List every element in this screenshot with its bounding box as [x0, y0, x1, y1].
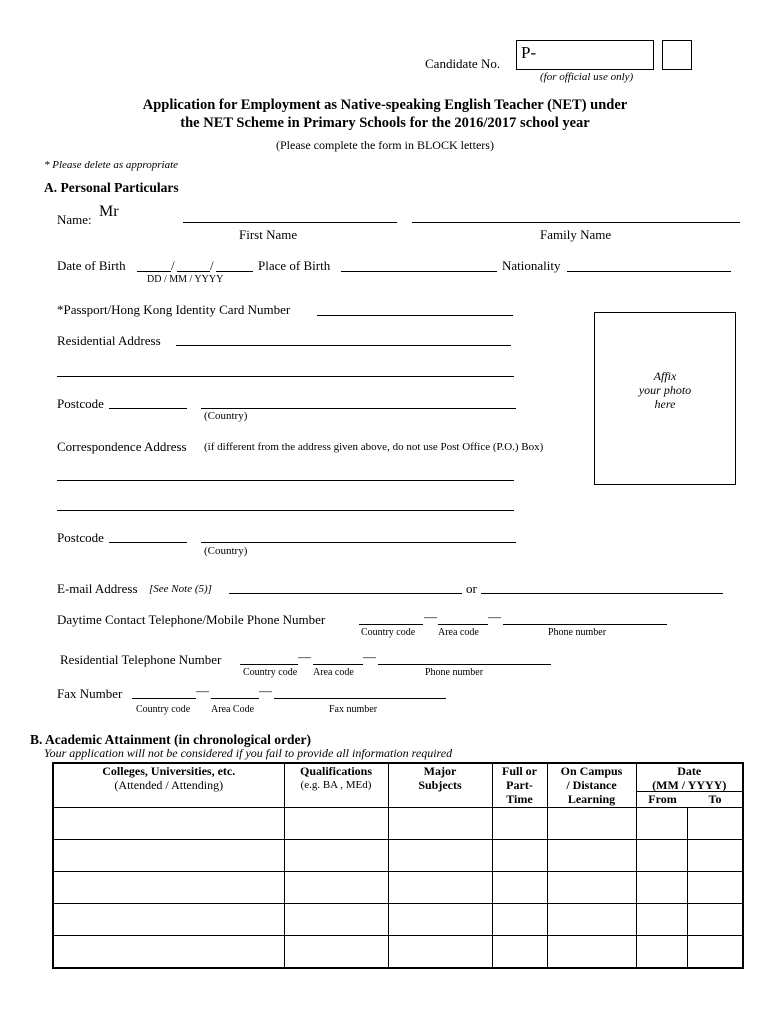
- fax-area-code-hint: Area Code: [211, 704, 255, 715]
- dob-format-hint: DD / MM / YYYY: [147, 274, 224, 285]
- residential-dash-1: —: [298, 649, 311, 664]
- nationality-field[interactable]: [567, 271, 731, 272]
- fax-country-code-field[interactable]: [132, 698, 196, 699]
- correspondence-note: (if different from the address given above, do not use Post Office (P.O.) Box): [204, 441, 544, 453]
- col-on-campus-label: On Campus: [560, 764, 623, 778]
- date-to-label: To: [708, 792, 722, 806]
- family-name-field[interactable]: [412, 222, 740, 223]
- correspondence-address-line2[interactable]: [57, 510, 514, 511]
- candidate-no-field[interactable]: [516, 40, 654, 70]
- col-major-sub: Subjects: [418, 778, 462, 792]
- fax-label: Fax Number: [57, 686, 123, 701]
- passport-label: *Passport/Hong Kong Identity Card Number: [57, 302, 291, 317]
- section-b-warning: Your application will not be considered if you fail to provide all information required: [44, 746, 453, 760]
- residential-phone-number-hint: Phone number: [425, 667, 484, 678]
- daytime-country-code-hint: Country code: [361, 627, 416, 638]
- candidate-no-prefix: P-: [521, 43, 537, 62]
- postcode-label: Postcode: [57, 396, 104, 411]
- col-colleges: [53, 763, 284, 808]
- fax-number-hint: Fax number: [329, 704, 378, 715]
- email-field-1[interactable]: [229, 593, 462, 594]
- daytime-phone-number-field[interactable]: [503, 624, 667, 625]
- delete-note: * Please delete as appropriate: [44, 159, 179, 171]
- family-name-label: Family Name: [540, 227, 612, 242]
- col-time: Time: [506, 792, 533, 806]
- date-from-label: From: [648, 792, 677, 806]
- col-major: [388, 763, 492, 808]
- country-field[interactable]: [201, 408, 516, 409]
- email-label: E-mail Address: [57, 581, 138, 596]
- first-name-label: First Name: [239, 227, 298, 242]
- col-qualifications-sub: (e.g. BA , MEd): [300, 779, 372, 791]
- section-b-heading: B. Academic Attainment (in chronological order): [30, 732, 311, 747]
- email-or-label: or: [466, 581, 477, 596]
- email-note: [See Note (5)]: [149, 583, 212, 595]
- photo-box[interactable]: [594, 312, 736, 485]
- daytime-area-code-field[interactable]: [438, 624, 488, 625]
- photo-text-line3: here: [654, 397, 676, 411]
- section-a-heading: A. Personal Particulars: [44, 180, 179, 195]
- col-full-or: Full or: [502, 764, 537, 778]
- col-qualifications: [284, 763, 388, 808]
- postcode-field[interactable]: [109, 408, 187, 409]
- col-qualifications-label: Qualifications: [299, 764, 372, 778]
- table-row[interactable]: [53, 840, 743, 872]
- daytime-dash-2: —: [488, 609, 501, 624]
- place-of-birth-field[interactable]: [341, 271, 497, 272]
- fax-country-code-hint: Country code: [136, 704, 191, 715]
- dob-year-field[interactable]: [216, 271, 253, 272]
- col-learning: Learning: [567, 792, 616, 806]
- col-part: Part-: [506, 778, 533, 792]
- residential-country-code-hint: Country code: [243, 667, 298, 678]
- photo-text-line2: your photo: [638, 383, 692, 397]
- correspondence-country-label: (Country): [204, 545, 248, 557]
- residential-area-code-field[interactable]: [313, 664, 363, 665]
- col-full-part-time: [492, 763, 547, 808]
- daytime-phone-number-hint: Phone number: [548, 627, 607, 638]
- col-date-format: (MM / YYYY): [652, 778, 727, 792]
- fax-area-code-field[interactable]: [211, 698, 259, 699]
- correspondence-postcode-field[interactable]: [109, 542, 187, 543]
- daytime-phone-label: Daytime Contact Telephone/Mobile Phone Number: [57, 612, 326, 627]
- form-title-line2: the NET Scheme in Primary Schools for the 2016/2017 school year: [180, 115, 590, 131]
- official-use-note: (for official use only): [540, 71, 634, 83]
- name-label: Name:: [57, 212, 92, 227]
- form-title-line1: Application for Employment as Native-speaking English Teacher (NET) under: [142, 97, 628, 113]
- candidate-no-label: Candidate No.: [425, 56, 501, 71]
- residential-address-line2[interactable]: [57, 376, 514, 377]
- col-distance: / Distance: [566, 778, 617, 792]
- residential-country-code-field[interactable]: [240, 664, 298, 665]
- table-row[interactable]: [53, 936, 743, 968]
- col-date-label: Date: [677, 764, 702, 778]
- col-on-campus: [547, 763, 636, 808]
- residential-address-label: Residential Address: [57, 333, 161, 348]
- correspondence-address-line1[interactable]: [57, 480, 514, 481]
- residential-area-code-hint: Area code: [313, 667, 354, 678]
- dob-slash-2: /: [210, 258, 214, 273]
- nationality-label: Nationality: [502, 258, 561, 273]
- email-field-2[interactable]: [481, 593, 723, 594]
- col-colleges-label: Colleges, Universities, etc.: [102, 764, 236, 778]
- dob-label: Date of Birth: [57, 258, 126, 273]
- col-major-label: Major: [423, 764, 457, 778]
- correspondence-address-label: Correspondence Address: [57, 439, 187, 454]
- dob-month-field[interactable]: [177, 271, 210, 272]
- residential-dash-2: —: [363, 649, 376, 664]
- name-title-value: Mr: [99, 203, 119, 220]
- date-header-rule: [636, 791, 742, 792]
- block-letters-instruction: (Please complete the form in BLOCK letters): [276, 138, 494, 152]
- date-header-divider: [636, 792, 637, 806]
- place-of-birth-label: Place of Birth: [258, 258, 331, 273]
- dob-day-field[interactable]: [137, 271, 171, 272]
- photo-text-line1: Affix: [653, 369, 677, 383]
- first-name-field[interactable]: [183, 222, 397, 223]
- col-colleges-sub: (Attended / Attending): [114, 778, 224, 792]
- fax-number-field[interactable]: [274, 698, 446, 699]
- daytime-country-code-field[interactable]: [359, 624, 423, 625]
- residential-phone-label: Residential Telephone Number: [60, 652, 222, 667]
- correspondence-postcode-label: Postcode: [57, 530, 104, 545]
- passport-field[interactable]: [317, 315, 513, 316]
- residential-address-line1[interactable]: [176, 345, 511, 346]
- candidate-check-box[interactable]: [662, 40, 692, 70]
- residential-phone-number-field[interactable]: [378, 664, 551, 665]
- table-row[interactable]: [53, 872, 743, 904]
- daytime-area-code-hint: Area code: [438, 627, 479, 638]
- country-label: (Country): [204, 410, 248, 422]
- fax-dash-1: —: [196, 683, 209, 698]
- daytime-dash-1: —: [424, 609, 437, 624]
- correspondence-country-field[interactable]: [201, 542, 516, 543]
- table-row[interactable]: [53, 808, 743, 840]
- dob-slash-1: /: [171, 258, 175, 273]
- fax-dash-2: —: [259, 683, 272, 698]
- table-row[interactable]: [53, 904, 743, 936]
